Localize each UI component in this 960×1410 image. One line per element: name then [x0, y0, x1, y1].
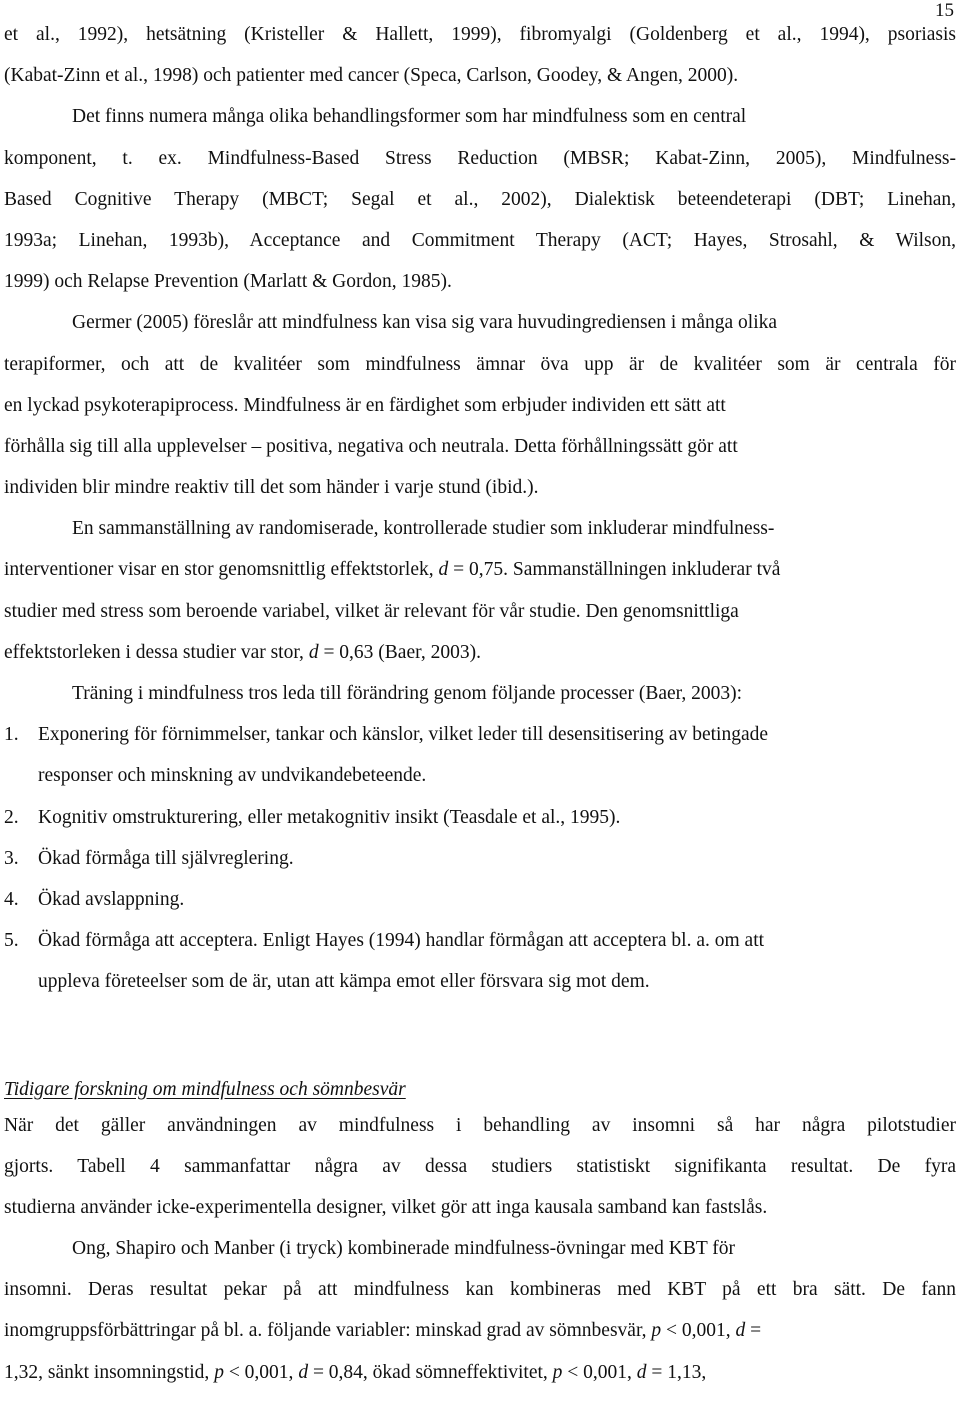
list-item-continuation: uppleva företeelser som de är, utan att kämpa emot eller försvara sig mot dem. [38, 971, 650, 993]
list-text: Ökad förmåga till självreglering. [38, 847, 294, 869]
text-line: terapiformer, och att de kvalitéer som mindfulness ämnar öva upp är de kvalitéer som är centrala för [4, 353, 956, 375]
text-line: komponent, t. ex. Mindfulness-Based Stress Reduction (MBSR; Kabat-Zinn, 2005), Mindfulness- [4, 147, 956, 169]
list-item-continuation: responser och minskning av undvikandebeteende. [38, 765, 427, 787]
stat-symbol-d: d [298, 1361, 309, 1383]
text-line: En sammanställning av randomiserade, kontrollerade studier som inkluderar mindfulness- [72, 518, 775, 540]
text-run: = 0,75. Sammanställningen inkluderar två [448, 559, 781, 581]
list-number: 2. [4, 806, 19, 828]
stat-symbol-p: p [214, 1361, 224, 1383]
text-line: förhålla sig till alla upplevelser – positiva, negativa och neutrala. Detta förhållningssätt gör att [4, 435, 738, 457]
text-run: = [745, 1320, 762, 1342]
stat-symbol-d: d [308, 641, 319, 663]
text-line: (Kabat-Zinn et al., 1998) och patienter med cancer (Speca, Carlson, Goodey, & Angen, 2000). [4, 65, 739, 87]
list-text: Ökad förmåga att acceptera. Enligt Hayes (1994) handlar förmågan att acceptera bl. a. om att [38, 930, 765, 952]
text-line: en lyckad psykoterapiprocess. Mindfulness är en färdighet som erbjuder individen ett sätt att [4, 394, 726, 416]
text-run: < 0,001, [661, 1320, 736, 1342]
list-text: Kognitiv omstrukturering, eller metakognitiv insikt (Teasdale et al., 1995). [38, 806, 621, 828]
page-number: 15 [935, 0, 954, 21]
list-number: 4. [4, 888, 19, 910]
text-line: 1993a; Linehan, 1993b), Acceptance and Commitment Therapy (ACT; Hayes, Strosahl, & Wilson, [4, 229, 956, 251]
stat-symbol-p: p [651, 1320, 662, 1342]
text-line: et al., 1992), hetsätning (Kristeller & Hallett, 1999), fibromyalgi (Goldenberg et al., 1994), psoriasis [4, 24, 956, 45]
section-heading-text: Tidigare forskning om mindfulness och sömnbesvär [4, 1078, 406, 1100]
text-run: = 0,84, ökad sömneffektivitet, [308, 1361, 553, 1383]
text-line: 1999) och Relapse Prevention (Marlatt & Gordon, 1985). [4, 271, 452, 293]
list-item [4, 714, 956, 755]
text-line [4, 1352, 956, 1393]
list-text: Exponering för förnimmelser, tankar och känslor, vilket leder till desensitisering av betingade [38, 724, 769, 746]
text-line [4, 632, 956, 673]
list-item [4, 797, 956, 838]
text-line: individen blir mindre reaktiv till det som händer i varje stund (ibid.). [4, 477, 539, 499]
text-line: När det gäller användningen av mindfulness i behandling av insomni så har några pilotstudier [4, 1114, 956, 1136]
section-heading [4, 1074, 956, 1105]
text-run: < 0,001, [223, 1361, 299, 1383]
text-line: Based Cognitive Therapy (MBCT; Segal et al., 2002), Dialektisk beteendeterapi (DBT; Linehan, [4, 188, 956, 210]
stat-symbol-d: d [735, 1320, 746, 1342]
text-line: insomni. Deras resultat pekar på att mindfulness kan kombineras med KBT på ett bra sätt. De fann [4, 1279, 956, 1301]
list-number: 5. [4, 930, 19, 952]
list-number: 3. [4, 847, 19, 869]
stat-symbol-d: d [636, 1361, 647, 1383]
text-run: < 0,001, [562, 1361, 637, 1383]
text-line: Det finns numera många olika behandlingsformer som har mindfulness som en central [72, 106, 747, 128]
list-item [4, 879, 956, 920]
stat-symbol-d: d [438, 559, 449, 581]
text-line: Träning i mindfulness tros leda till förändring genom följande processer (Baer, 2003): [72, 683, 743, 704]
list-text: Ökad avslappning. [38, 888, 185, 910]
document-body [4, 14, 956, 1393]
text-line [4, 1310, 956, 1351]
list-number: 1. [4, 724, 19, 746]
text-run: = 0,63 (Baer, 2003). [318, 641, 481, 663]
text-line: Ong, Shapiro och Manber (i tryck) kombinerade mindfulness-övningar med KBT för [72, 1238, 736, 1260]
text-run: inomgruppsförbättringar på bl. a. följande variabler: minskad grad av sömnbesvär, [4, 1320, 652, 1342]
text-run: = 1,13, [646, 1361, 707, 1383]
text-run: interventioner visar en stor genomsnittlig effektstorlek, [4, 559, 439, 581]
text-run: effektstorleken i dessa studier var stor, [4, 641, 309, 663]
list-item [4, 838, 956, 879]
text-line: Germer (2005) föreslår att mindfulness kan visa sig vara huvudingrediensen i många olika [72, 312, 778, 334]
text-line [4, 549, 956, 590]
text-line: gjorts. Tabell 4 sammanfattar några av dessa studiers statistiskt signifikanta resultat. De fyra [4, 1155, 956, 1177]
text-run: 1,32, sänkt insomningstid, [4, 1361, 215, 1383]
text-line: studierna använder icke-experimentella designer, vilket gör att inga kausala samband kan fastslås. [4, 1196, 768, 1218]
numbered-list [4, 714, 956, 1002]
text-line: studier med stress som beroende variabel, vilket är relevant för vår studie. Den genomsnittliga [4, 600, 739, 622]
stat-symbol-p: p [552, 1361, 563, 1383]
list-item [4, 920, 956, 961]
